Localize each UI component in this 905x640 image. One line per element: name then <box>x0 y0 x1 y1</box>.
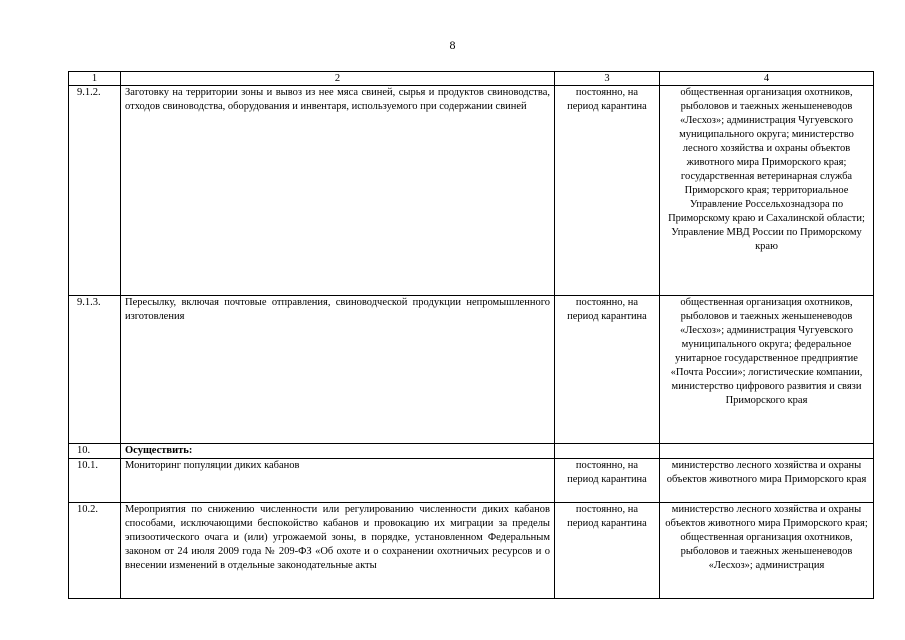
row-responsible: министерство лесного хозяйства и охраны объектов животного мира Приморского края <box>660 459 874 503</box>
row-term: постоянно, на период карантина <box>555 296 660 444</box>
measures-table <box>68 71 874 599</box>
table-row <box>69 444 874 459</box>
row-responsible: министерство лесного хозяйства и охраны объектов животного мира Приморского края; общественная организация охотников, рыболовов и таежных женьшеневодов «Лесхоз»; администрация <box>660 503 874 599</box>
table-header-row <box>69 72 874 86</box>
header-cell-1: 1 <box>69 72 121 86</box>
row-measure: Мероприятия по снижению численности или регулированию численности диких кабанов способами, исключающими беспокойство кабанов и провокацию их миграции за пределы эпизоотического очага и (или) угрожаемой зоны, в порядке, установленном Федеральным законом от 24 июля 2009 года № 209-ФЗ «Об охоте и о сохранении охотничьих ресурсов и о внесении изменений в отдельные законодательные акты <box>121 503 555 599</box>
row-measure: Мониторинг популяции диких кабанов <box>121 459 555 503</box>
row-number: 10.2. <box>69 503 121 599</box>
row-responsible <box>660 444 874 459</box>
row-measure: Заготовку на территории зоны и вывоз из нее мяса свиней, сырья и продуктов свиноводства, отходов свиноводства, оборудования и инвентаря, используемого при содержании свиней <box>121 86 555 296</box>
row-measure: Осуществить: <box>121 444 555 459</box>
row-term: постоянно, на период карантина <box>555 86 660 296</box>
row-term <box>555 444 660 459</box>
row-term: постоянно, на период карантина <box>555 503 660 599</box>
row-measure: Пересылку, включая почтовые отправления, свиноводческой продукции непромышленного изготовления <box>121 296 555 444</box>
table-row <box>69 86 874 296</box>
row-number: 9.1.2. <box>69 86 121 296</box>
row-number: 10.1. <box>69 459 121 503</box>
row-term: постоянно, на период карантина <box>555 459 660 503</box>
header-cell-3: 3 <box>555 72 660 86</box>
row-number: 10. <box>69 444 121 459</box>
header-cell-2: 2 <box>121 72 555 86</box>
row-number: 9.1.3. <box>69 296 121 444</box>
table-row <box>69 296 874 444</box>
row-responsible: общественная организация охотников, рыболовов и таежных женьшеневодов «Лесхоз»; администрация Чугуевского муниципального округа; министерство лесного хозяйства и охраны объектов животного мира Приморского края; государственная ветеринарная служба Приморского края; территориальное Управление Россельхознадзора по Приморскому краю и Сахалинской области; Управление МВД России по Приморскому краю <box>660 86 874 296</box>
row-responsible: общественная организация охотников, рыболовов и таежных женьшеневодов «Лесхоз»; администрация Чугуевского муниципального округа; федеральное унитарное государственное предприятие «Почта России»; логистические компании, министерство цифрового развития и связи Приморского края <box>660 296 874 444</box>
page-number: 8 <box>449 38 456 52</box>
table-row <box>69 503 874 599</box>
header-cell-4: 4 <box>660 72 874 86</box>
table-row <box>69 459 874 503</box>
